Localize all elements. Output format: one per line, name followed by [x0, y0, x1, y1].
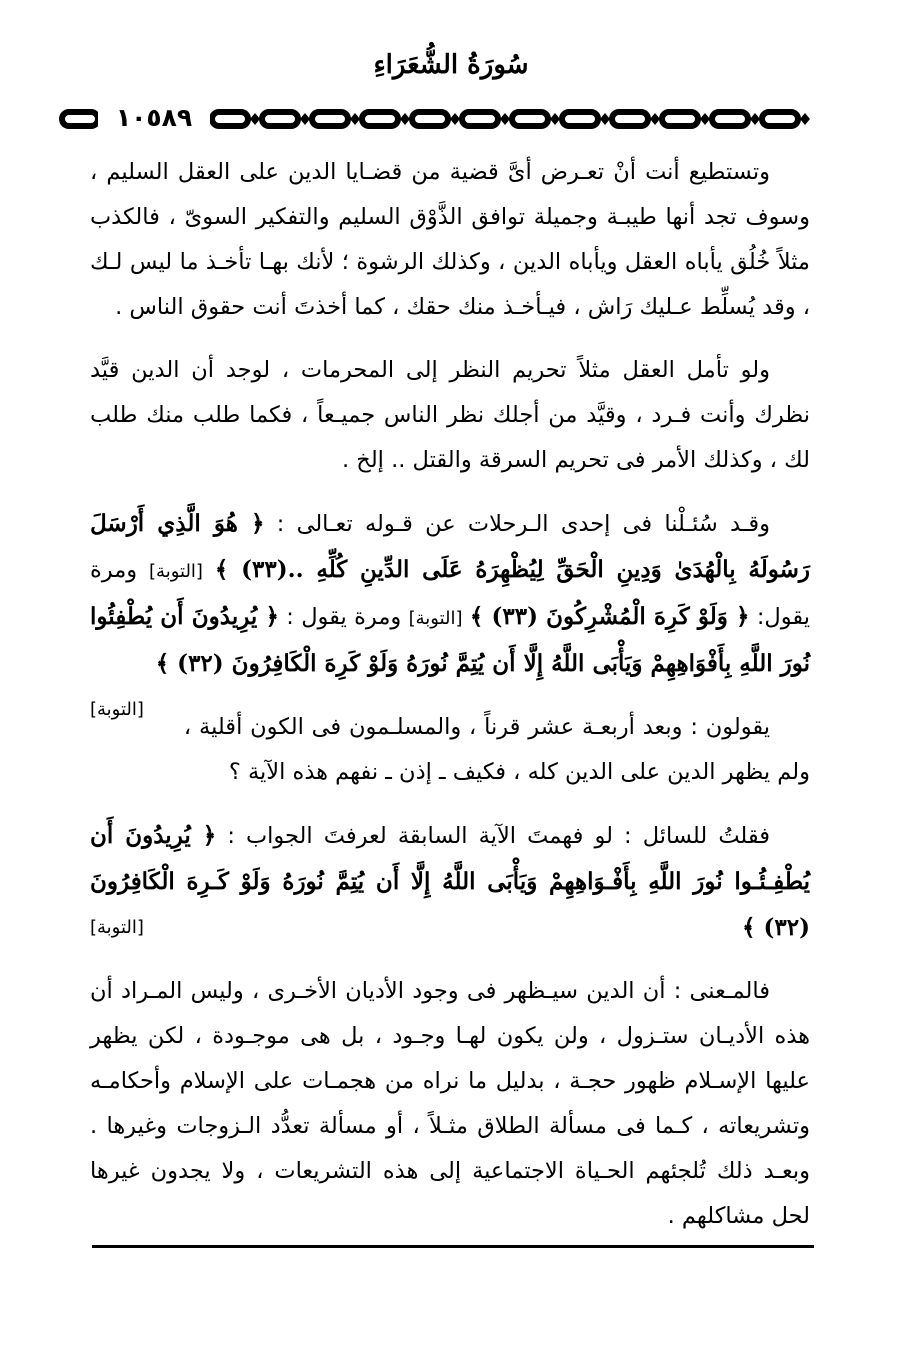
chain-diamond	[650, 113, 660, 125]
chain-link	[662, 112, 698, 126]
paragraph-3-intro: وقـد سُئـلْنا فى إحدى الـرحلات عن قـوله تعـالى :	[276, 511, 771, 537]
chain-link	[62, 112, 98, 126]
surah-title: سُورَةُ الشُّعَرَاءِ	[373, 50, 529, 80]
verse-reference-4: [التوبة]	[90, 917, 144, 938]
footer-rule	[92, 1245, 814, 1248]
paragraph-3-mid-1: ومرة يقول:	[90, 557, 811, 630]
paragraph-5-intro: فقلتُ للسائل : لو فهمتَ الآية السابقة لعرفتَ الجواب :	[227, 823, 770, 849]
chain-diamond	[750, 113, 760, 125]
chain-link	[562, 112, 598, 126]
chain-diamond	[450, 113, 460, 125]
chain-diamond	[250, 113, 260, 125]
chain-link	[462, 112, 498, 126]
chain-diamond	[300, 113, 310, 125]
page-number: ١٠٥٨٩	[98, 101, 210, 135]
chain-diamond	[550, 113, 560, 125]
quran-verse-3: ﴿ يُرِيدُونَ أَن يُطْفِئُوا نُورَ اللَّهِ بِأَفْوَاهِهِمْ وَيَأْبَى اللَّهُ إِلَّا أَن يُتِمَّ نُورَهُ وَلَوْ كَرِهَ الْكَافِرُونَ (٣٢) ﴾	[90, 603, 810, 677]
chain-diamond	[350, 113, 360, 125]
chain-diamond	[500, 113, 510, 125]
chain-link	[312, 112, 348, 126]
verse-reference-3: [التوبة]	[90, 699, 144, 720]
chain-link	[762, 112, 798, 126]
chain-diamond	[600, 113, 610, 125]
paragraph-6: فالمـعنى : أن الدين سيـظهر فى وجود الأديان الأخـرى ، وليس المـراد أن هذه الأديـان ستـزول ، ولن يكون لهـا وجـود ، بل هى موجـودة ، لكن يظهر عليها الإسـلام ظهور حجـة ، بدليل ما نراه من هجمـات على الإسلام وأحكامـه وتشريعاته ، كـما فى مسألة الطلاق مثـلاً ، أو مسألة تعدُّد الـزوجات وغيرها . وبعـد ذلك تُلجئهم الحـياة الاجتماعية إلى هذه التشريعات ، ولا يجدون غيرها لحل مشاكلهم .	[90, 978, 810, 1229]
paragraph-4: يقولون : وبعد أربعـة عشر قرناً ، والمسلـمون فى الكون أقلية ، ولم يظهر الدين على الدين كله ، فكيف ـ إذن ـ نفهم هذه الآية ؟	[183, 714, 810, 785]
chain-link	[612, 112, 648, 126]
paragraph-3	[90, 501, 811, 720]
chain-link	[412, 112, 448, 126]
chain-diamond	[400, 113, 410, 125]
chain-link	[212, 112, 248, 126]
quran-verse-4: ﴿ يُرِيدُونَ أَن يُطْفِـئُـوا نُورَ اللَّهِ بِأَفْـوَاهِهِمْ وَيَأْبَى اللَّهُ إِلَّا أَن يُتِمَّ نُورَهُ وَلَوْ كَـرِهَ الْكَافِرُونَ (٣٢) ﴾	[90, 822, 810, 941]
verse-reference-2: [التوبة]	[408, 608, 463, 629]
quran-verse-1: ﴿ هُوَ الَّذِي أَرْسَلَ رَسُولَهُ بِالْهُدَىٰ وَدِينِ الْحَقِّ لِيُظْهِرَهُ عَلَى الدِّينِ كُلِّهِ ..(٣٣) ﴾	[90, 510, 810, 583]
chain-link	[262, 112, 298, 126]
paragraph-3-mid-2: ومرة يقول :	[286, 604, 402, 630]
chain-link	[712, 112, 748, 126]
quran-verse-2: ﴿ وَلَوْ كَرِهَ الْمُشْرِكُونَ (٣٣) ﴾	[469, 603, 750, 630]
chain-diamond	[800, 113, 810, 125]
verse-reference-1: [التوبة]	[149, 561, 203, 582]
chain-link	[512, 112, 548, 126]
main-text	[90, 150, 810, 1257]
chain-link	[362, 112, 398, 126]
paragraph-5	[90, 813, 810, 951]
paragraph-1: وتستطيع أنت أنْ تعـرض أىَّ قضية من قضـايا الدين على العقل السليم ، وسوف تجد أنها طيبـة وجميلة توافق الذَّوْق السليم والتفكير السوىّ ، فالكذب مثلاً خُلُق يأباه العقل ويأباه الدين ، وكذلك الرشوة ؛ لأنك بهـا تأخـذ ما ليس لـك ، وقد يُسلِّط عـليك رَاش ، فيـأخـذ منك حقك ، كما أخذتَ أنت حقوق الناس .	[90, 159, 810, 320]
chain-diamond	[700, 113, 710, 125]
paragraph-2: ولو تأمل العقل مثلاً تحريم النظر إلى المحرمات ، لوجد أن الدين قيَّد نظرك وأنت فـرد ، وقيَّد من أجلك نظر الناس جميـعاً ، فكما طلب منك طلب لك ، وكذلك الأمر فى تحريم السرقة والقتل .. إلخ .	[90, 357, 810, 473]
